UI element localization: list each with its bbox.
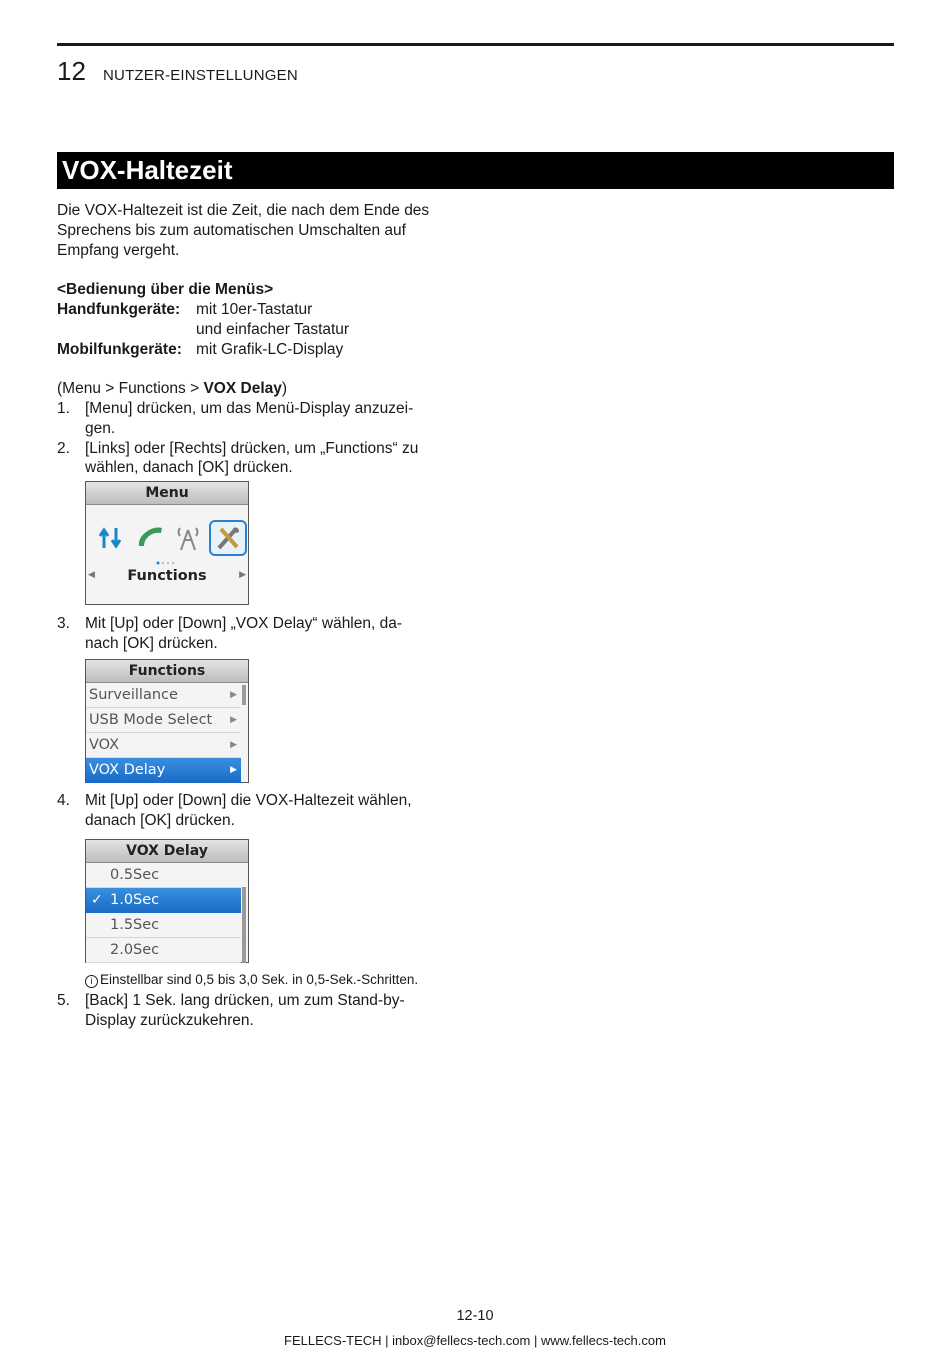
step-3: 3. Mit [Up] oder [Down] „VOX Delay“ wählen, da- nach [OK] drücken. (57, 615, 403, 652)
list-item: VOX ▶ (86, 733, 241, 758)
list-item: Surveillance ▶ (86, 683, 241, 708)
chevron-right-icon: ▶ (230, 715, 237, 725)
step-1: 1. [Menu] drücken, um das Menü-Display anzuzei- gen. (57, 399, 414, 437)
scrollbar (242, 887, 246, 963)
footer-contact: FELLECS-TECH | inbox@fellecs-tech.com | www.fellecs-tech.com (284, 1333, 666, 1348)
operation-heading: <Bedienung über die Menüs> (57, 281, 274, 299)
up-down-arrows-icon (96, 522, 128, 554)
note-text: Einstellbar sind 0,5 bis 3,0 Sek. in 0,5-Sek.-Schritten. (100, 972, 419, 987)
step-2: 2. [Links] oder [Rechts] drücken, um „Functions“ zu wählen, danach [OK] drücken. (57, 439, 419, 477)
tools-icon (209, 520, 247, 556)
info-note (85, 972, 418, 988)
left-arrow-icon: ◀ (88, 570, 95, 580)
intro-line: Sprechens bis zum automatischen Umschalten auf (57, 221, 406, 239)
mobile-row (57, 340, 457, 360)
list-item: 0.5Sec (86, 863, 241, 888)
menu-screen-title: Menu (86, 482, 248, 505)
chapter-number: 12 (57, 56, 86, 86)
phone-icon (134, 522, 166, 554)
checkmark-icon: ✓ (91, 892, 103, 908)
handheld-value: mit 10er-Tastatur (196, 300, 313, 318)
intro-line: Die VOX-Haltezeit ist die Zeit, die nach dem Ende des (57, 202, 430, 219)
scrollbar (242, 685, 246, 705)
step-5: 5. [Back] 1 Sek. lang drücken, um zum Stand-by- Display zurückzukehren. (57, 992, 405, 1029)
page-dots-icon (156, 561, 176, 565)
top-rule (57, 43, 894, 46)
handheld-row-2 (57, 320, 457, 340)
chapter-title: NUTZER-EINSTELLUNGEN (103, 67, 298, 84)
right-arrow-icon: ▶ (239, 570, 246, 580)
intro-line: Empfang vergeht. (57, 241, 180, 259)
antenna-icon (172, 522, 204, 554)
menu-selected-label: Functions (127, 568, 207, 584)
page-number: 12-10 (456, 1308, 494, 1324)
handheld-label: Handfunkgeräte: (57, 300, 181, 318)
chevron-right-icon: ▶ (230, 740, 237, 750)
section-title: VOX-Haltezeit (57, 152, 894, 189)
handheld-row (57, 300, 457, 320)
list-item: USB Mode Select ▶ (86, 708, 241, 733)
step-4: 4. Mit [Up] oder [Down] die VOX-Haltezeit wählen, danach [OK] drücken. (57, 792, 412, 829)
list-item-selected: VOX Delay ▶ (86, 758, 241, 783)
chevron-right-icon: ▶ (230, 690, 237, 700)
info-icon: i (85, 975, 98, 988)
functions-screen-title: Functions (86, 660, 248, 683)
vox-delay-screen (85, 839, 249, 963)
list-item: 1.5Sec (86, 913, 241, 938)
main-content (57, 201, 457, 478)
list-item-selected: ✓ 1.0Sec (86, 888, 241, 913)
vox-delay-screen-title: VOX Delay (86, 840, 248, 863)
mobile-label: Mobilfunkgeräte: (57, 340, 182, 358)
chevron-right-icon: ▶ (230, 765, 237, 775)
handheld-value-2: und einfacher Tastatur (196, 320, 350, 338)
menu-screen (85, 481, 249, 605)
functions-screen (85, 659, 249, 783)
list-item: 2.0Sec (86, 938, 241, 963)
mobile-value: mit Grafik-LC-Display (196, 340, 344, 358)
menu-path: (Menu > Functions > VOX Delay) (57, 380, 288, 398)
